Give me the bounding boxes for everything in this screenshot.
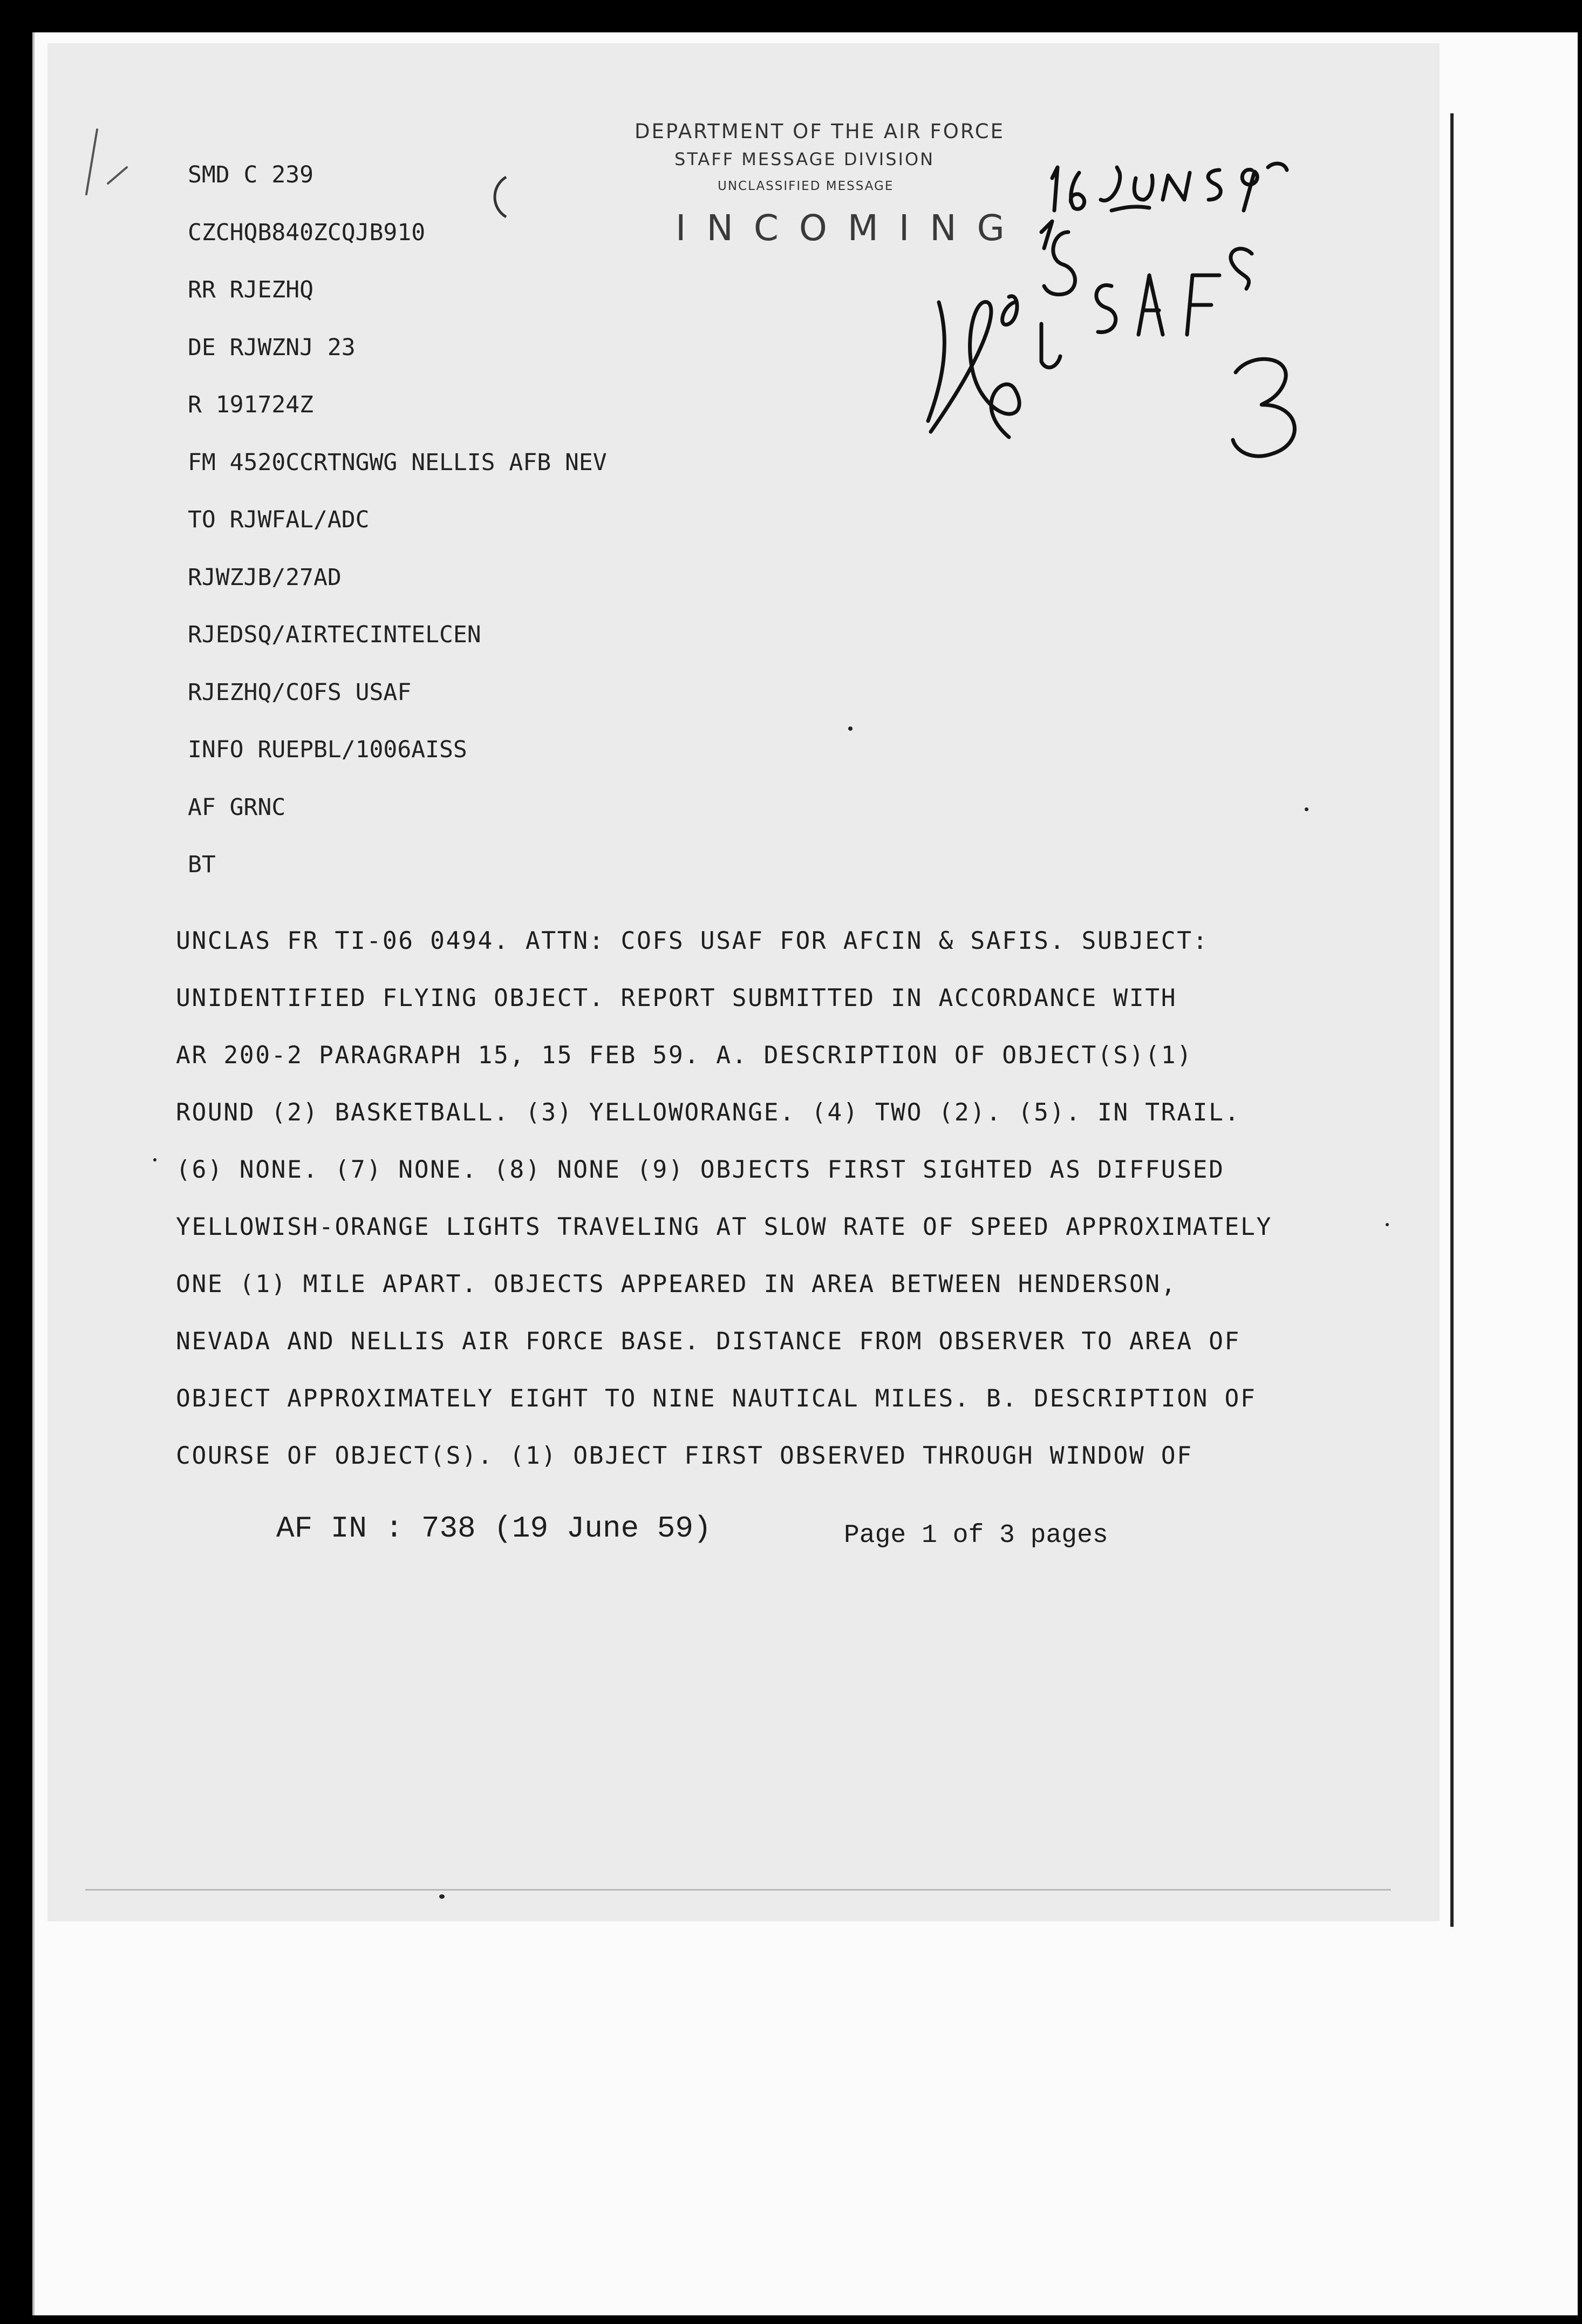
routing-line: RJEZHQ/COFS USAF xyxy=(188,678,412,706)
body-line: UNCLAS FR TI-06 0494. ATTN: COFS USAF FOR AFCIN & SAFIS. SUBJECT: xyxy=(176,927,1209,955)
routing-line: RJEDSQ/AIRTECINTELCEN xyxy=(188,621,481,648)
routing-line: FM 4520CCRTNGWG NELLIS AFB NEV xyxy=(188,449,607,476)
speck xyxy=(1386,1223,1389,1226)
af-in-reference: AF IN : 738 (19 June 59) xyxy=(276,1511,712,1546)
message-body xyxy=(176,927,1272,1499)
body-line: (6) NONE. (7) NONE. (8) NONE (9) OBJECTS FIRST SIGHTED AS DIFFUSED xyxy=(176,1156,1225,1184)
header-classification: UNCLASSIFIED MESSAGE xyxy=(718,179,894,193)
body-line: OBJECT APPROXIMATELY EIGHT TO NINE NAUTICAL MILES. B. DESCRIPTION OF xyxy=(176,1384,1257,1412)
form-bottom-border xyxy=(85,1889,1391,1891)
page-number: Page 1 of 3 pages xyxy=(844,1521,1108,1550)
routing-line: RR RJEZHQ xyxy=(188,276,313,303)
routing-line: R 191724Z xyxy=(188,391,313,418)
header-division: STAFF MESSAGE DIVISION xyxy=(674,149,935,169)
body-line: UNIDENTIFIED FLYING OBJECT. REPORT SUBMITTED IN ACCORDANCE WITH xyxy=(176,984,1177,1012)
speck xyxy=(1305,807,1308,811)
body-line: ROUND (2) BASKETBALL. (3) YELLOWORANGE. (4) TWO (2). (5). IN TRAIL. xyxy=(176,1098,1240,1126)
routing-line: BT xyxy=(188,851,216,878)
form-right-border xyxy=(1450,113,1454,1927)
routing-line: AF GRNC xyxy=(188,793,286,821)
routing-line: DE RJWZNJ 23 xyxy=(188,334,356,361)
header-department: DEPARTMENT OF THE AIR FORCE xyxy=(635,120,1005,143)
body-line: YELLOWISH-ORANGE LIGHTS TRAVELING AT SLOW RATE OF SPEED APPROXIMATELY xyxy=(176,1213,1272,1241)
body-line: AR 200-2 PARAGRAPH 15, 15 FEB 59. A. DESCRIPTION OF OBJECT(S)(1) xyxy=(176,1041,1193,1069)
speck xyxy=(848,726,853,731)
routing-line: SMD C 239 xyxy=(188,161,313,188)
routing-line: INFO RUEPBL/1006AISS xyxy=(188,736,467,763)
header-incoming: INCOMING xyxy=(676,207,1025,249)
routing-line: RJWZJB/27AD xyxy=(188,563,342,591)
body-line: COURSE OF OBJECT(S). (1) OBJECT FIRST OBSERVED THROUGH WINDOW OF xyxy=(176,1442,1193,1470)
body-line: ONE (1) MILE APART. OBJECTS APPEARED IN AREA BETWEEN HENDERSON, xyxy=(176,1270,1177,1298)
routing-line: TO RJWFAL/ADC xyxy=(188,506,370,533)
routing-block xyxy=(188,162,607,909)
routing-line: CZCHQB840ZCQJB910 xyxy=(188,219,426,246)
body-line: NEVADA AND NELLIS AIR FORCE BASE. DISTANCE FROM OBSERVER TO AREA OF xyxy=(176,1327,1240,1355)
speck xyxy=(439,1894,445,1899)
speck xyxy=(153,1158,156,1161)
